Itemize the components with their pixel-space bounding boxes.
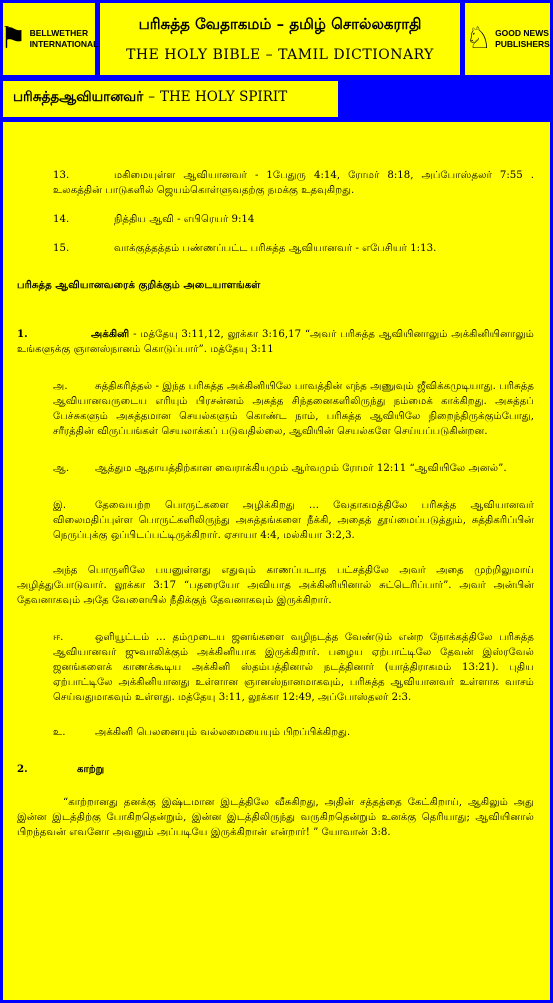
fire-point-ii — [17, 630, 534, 705]
left-logo-line-2: INTERNATIONAL — [29, 39, 99, 49]
item-label: உ. — [53, 727, 66, 738]
item-number: 1. — [17, 328, 28, 340]
list-item-14 — [17, 212, 534, 227]
item-number: 2. — [17, 763, 28, 775]
list-item-13 — [17, 168, 534, 198]
item-number: 15. — [53, 243, 70, 254]
item-text: சுத்திகரித்தல் - இந்த பரிசுத்த அக்கினியிலே பாவத்தின் எந்த அணுவும் ஜீவிக்கமுடியாது. பரிசுத்த ஆவியானவருடைய எரியும் பிரசன்னம் அசுத்த சிந்தனைகளிலிருந்து நம்மைக் காக்கிறது. அசுத்தப் பேச்சுகளும் அசுத்தமான செயல்களும் கொண்ட நாம், பரிசுத்த ஆவியிலே நிறைந்திருக்கும்போது, சரீரத்தின் விருப்பங்கள் செயலாக்கப் படுவதில்லை, ஆவியின் செயல்களே செய்யப்படுகின்றன. — [53, 381, 534, 437]
content-panel — [3, 122, 550, 1000]
fire-point-i-continued: அந்த பொருளிலே பயனுள்ளது எதுவும் காணப்படாத பட்சத்திலே அவர் அதை முற்றிலுமாய் அழித்துபோடுவார். லூக்கா 3:17 “பதரையோ அவியாத அக்கினியினால் சுட்டெரிப்பார்”. அவர் அன்பின் தேவனாகவும் அதே வேளையில் நீதிக்குந் தேவனாகவும் இருக்கிறார். — [17, 565, 534, 606]
title-tamil: பரிசுத்த வேதாகமம் – தமிழ் சொல்லகராதி — [138, 15, 422, 33]
symbols-heading: பரிசுத்த ஆவியானவரைக் குறிக்கும் அடையாளங்கள் — [17, 279, 261, 291]
item-text: வாக்குத்தத்தம் பண்ணப்பட்ட பரிசுத்த ஆவியானவர் - எபேசியர் 1:13. — [114, 243, 437, 254]
right-logo-line-2: PUBLISHERS — [495, 39, 550, 49]
item-number: 13. — [53, 170, 70, 181]
symbol-wind — [17, 762, 534, 777]
item-text: ஒளியூட்டம் … தம்முடைய ஜனங்களை வழிநடத்த வேண்டும் என்ற நோக்கத்திலே பரிசுத்த ஆவியானவர் ஜுவாலிக்கும் அக்கினியாக இருக்கிறார். பழைய ஏற்பாட்டிலே தேவன் இஸ்ரவேல் ஜனங்களைக் காணக்கூடிய அக்கினி ஸ்தம்பத்தினால் நடத்தினார் (யாத்திராகமம் 13:21). புதிய ஏற்பாட்டிலே அக்கினியானது உள்ளான ஞானஸ்நானமாகவும், பரிசுத்த ஆவியானவர் உள்ளாக வாசம் செய்வதுமாகவும் உள்ளது. மத்தேயு 3:11, லூக்கா 12:49, அப்போஸ்தலர் 2:3. — [53, 632, 534, 703]
symbol-fire-title: அக்கினி — [91, 328, 130, 340]
title-english: THE HOLY BIBLE – TAMIL DICTIONARY — [126, 47, 434, 63]
page-header — [100, 3, 460, 75]
fire-point-i — [17, 498, 534, 543]
list-item-15 — [17, 241, 534, 256]
section-title-english: THE HOLY SPIRIT — [160, 89, 288, 105]
item-text: - மத்தேயு 3:11,12, லூக்கா 3:16,17 “அவர் பரிசுத்த ஆவியினாலும் அக்கினியினாலும் உங்களுக்கு ஞானஸ்நானம் கொடுப்பார்”. மத்தேயு 3:11 — [17, 329, 534, 355]
fire-point-a — [17, 379, 534, 439]
item-text: அக்கினி பெலனையும் வல்லமையையும் பிறப்பிக்கிறது. — [95, 727, 351, 738]
fire-point-u — [17, 725, 534, 740]
item-label: ஈ. — [53, 632, 64, 643]
left-logo-line-1: BELLWETHER — [29, 28, 89, 39]
item-text: நித்திய ஆவி - எபிரெயர் 9:14 — [114, 214, 255, 225]
item-number: 14. — [53, 214, 70, 225]
bellwether-logo — [0, 3, 99, 75]
item-text: ஆத்தும ஆதாயத்திற்கான வைராக்கியமும் ஆர்வமும் ரோமர் 12:11 “ஆவியிலே அனல்”. — [95, 463, 507, 474]
right-logo-line-1: GOOD NEWS — [495, 28, 549, 39]
symbol-wind-title: காற்று — [77, 763, 105, 775]
symbol-fire — [17, 327, 534, 357]
lamp-icon: ⚑ — [0, 21, 27, 56]
item-text: தேவையற்ற பொருட்களை அழிக்கிறது … வேதாகமத்திலே பரிசுத்த ஆவியானவர் விலைமதிப்புள்ள பொருட்களிலிருந்து அசுத்தங்களை நீக்கி, அதைத் தூய்மைப்படுத்தும், சுத்திகரிப்பின் நெருப்புக்கு ஒப்பிடப்பட்டிருக்கிறார். ஏசாயா 4:4, மல்கியா 3:2,3. — [53, 500, 534, 541]
wind-quote: “காற்றானது தனக்கு இஷ்டமான இடத்திலே வீசுகிறது, அதின் சத்தத்தை கேட்கிறாய், ஆகிலும் அது இன்ன இடத்திற்கு போகிறதென்றும், இன்ன இடத்திலிருந்து வருகிறதென்றும் உனக்கு தெரியாது; ஆவியினால் பிறந்தவன் எவனோ அவனும் அப்படியே இருக்கிறான் என்றார்! ” யோவான் 3:8. — [17, 797, 534, 838]
section-header — [3, 81, 338, 117]
section-dash: – — [148, 89, 156, 105]
item-label: ஆ. — [53, 463, 70, 474]
good-news-logo — [465, 3, 550, 75]
item-text: மகிமையுள்ள ஆவியானவர் - 1பேதுரு 4:14, ரோமர் 8:18, அப்போஸ்தலர் 7:55 . உலகத்தின் பாடுகளில் ஜெயம்கொள்ளுவதற்கு நமக்கு உதவுகிறது. — [53, 170, 534, 196]
book-icon: ♘ — [465, 21, 493, 56]
fire-point-aa — [17, 461, 534, 476]
section-title-tamil: பரிசுத்தஆவியானவர் — [13, 89, 144, 105]
item-label: இ. — [53, 500, 67, 511]
item-label: அ. — [53, 381, 68, 392]
